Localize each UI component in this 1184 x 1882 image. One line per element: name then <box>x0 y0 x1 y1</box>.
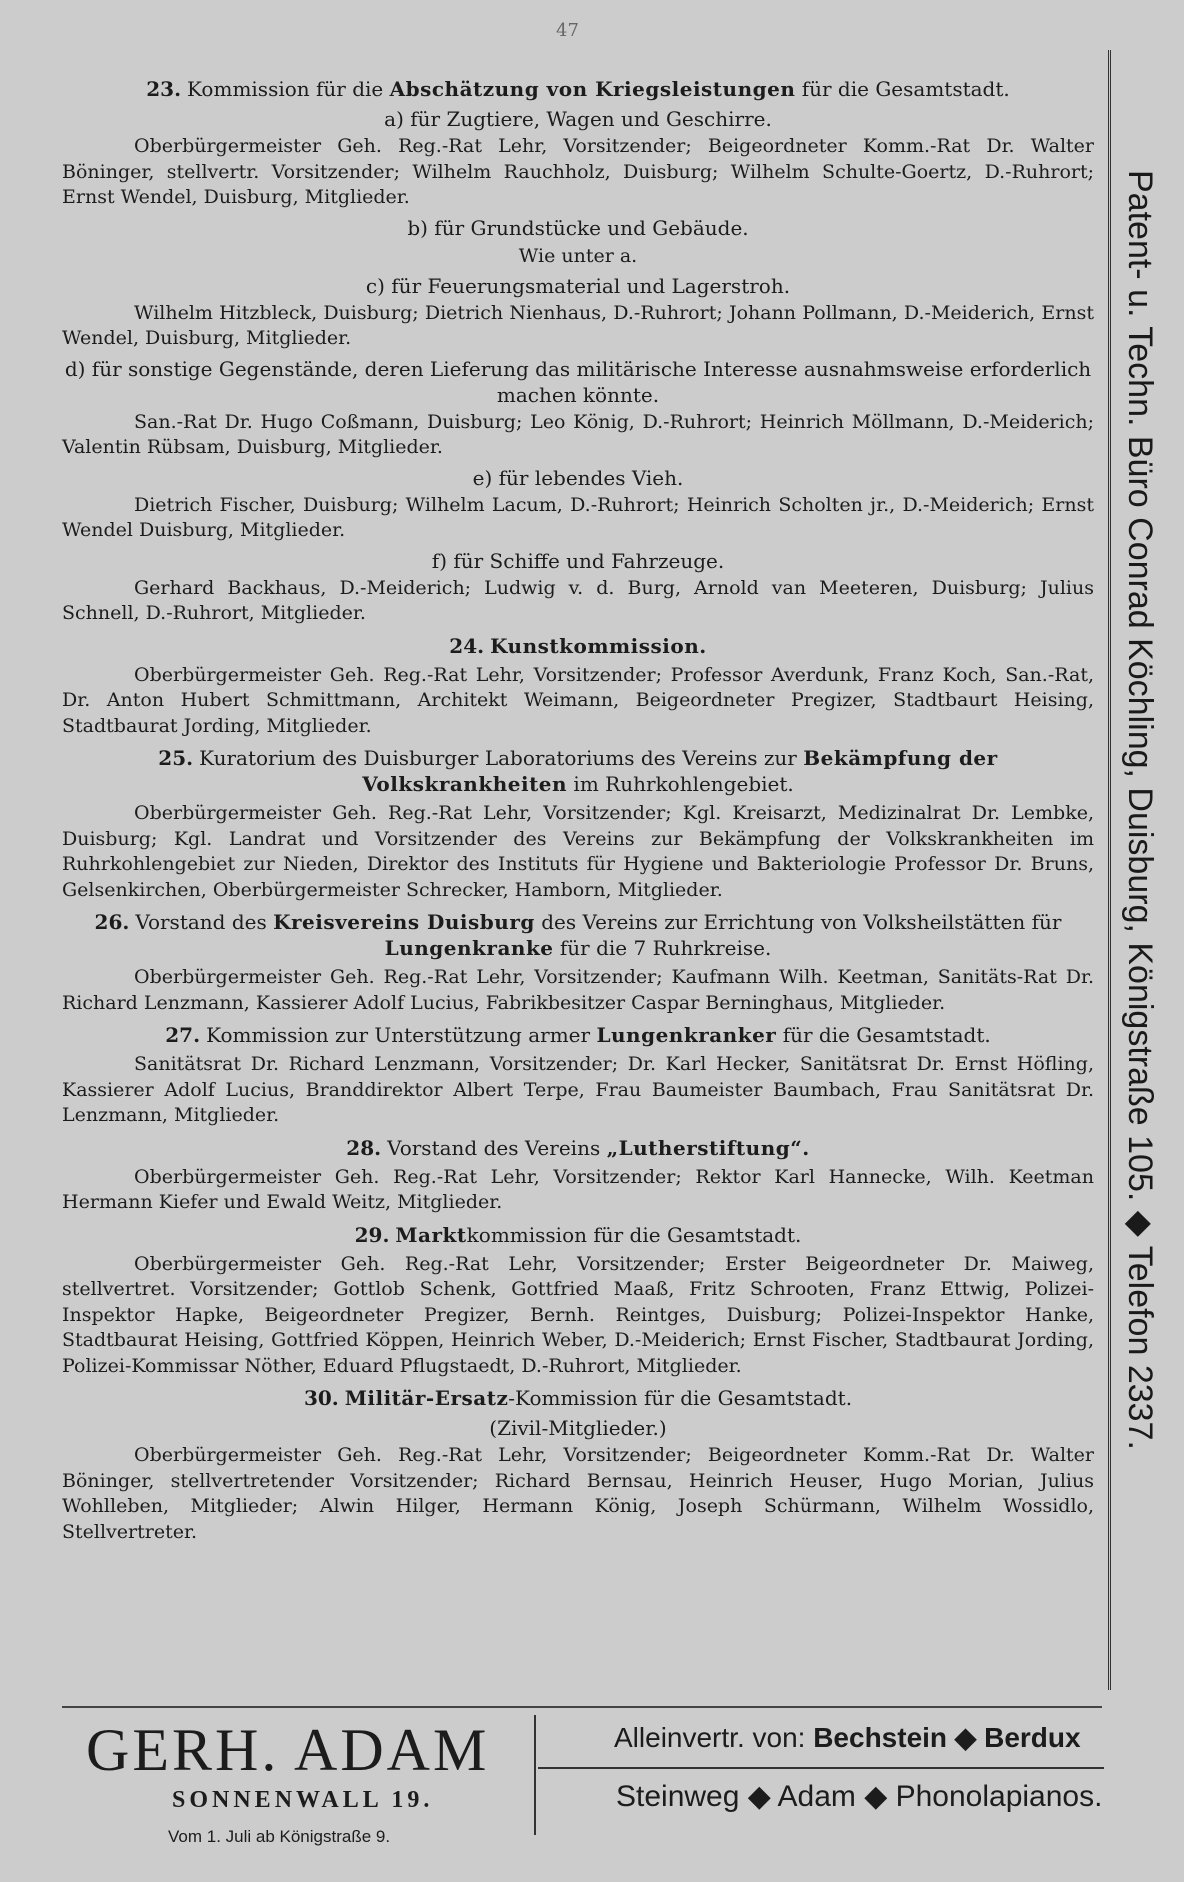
ad-divider <box>538 1767 1104 1769</box>
paragraph: Oberbürgermeister Geh. Reg.-Rat Lehr, Vorsitzender; Erster Beigeordneter Dr. Maiweg, stellvertret. Vorsitzender; Gottlob Schenk, Gottfried Maaß, Fritz Schrooten, Franz Ettwig, Polizei-Inspektor Hapke, Beigeordneter Pregizer, Bernh. Reintges, Duisburg; Polizei-Inspektor Hanke, Stadtbaurat Heising, Gottfried Köppen, Heinrich Weber, D.-Meiderich; Ernst Fischer, Stadtbaurat Jording, Polizei-Kommissar Nöther, Eduard Pflugstaedt, D.-Ruhrort, Mitglieder. <box>62 1252 1094 1377</box>
ad-line-1: Alleinvertr. von: Bechstein ◆ Berdux <box>614 1722 1081 1753</box>
paragraph: Oberbürgermeister Geh. Reg.-Rat Lehr, Vorsitzender; Kgl. Kreisarzt, Medizinalrat Dr. Lembke, Duisburg; Kgl. Landrat und Vorsitzender des Vereins zur Bekämpfung der Volkskrankheiten im Ruhrkohlengebiet zur Nieden, Direktor des Instituts für Hygiene und Bakteriologie Professor Dr. Bruns, Gelsenkirchen, Oberbürgermeister Schrecker, Hamborn, Mitglieder. <box>62 802 1094 901</box>
subheading-f: f) für Schiffe und Fahrzeuge. <box>431 548 725 573</box>
section-heading: 23. Kommission für die Abschätzung von Kriegsleistungen für die Gesamtstadt. <box>146 77 1010 101</box>
paragraph: Oberbürgermeister Geh. Reg.-Rat Lehr, Vorsitzender; Rektor Karl Hannecke, Wilh. Keetman Hermann Kiefer und Ewald Weitz, Mitglieder. <box>62 1165 1094 1213</box>
section-heading: 30. Militär-Ersatz-Kommission für die Gesamtstadt. <box>303 1386 853 1410</box>
paragraph: Gerhard Backhaus, D.-Meiderich; Ludwig v. d. Burg, Arnold van Meeteren, Duisburg; Julius Schnell, D.-Ruhrort, Mitglieder. <box>62 576 1094 624</box>
section-28 <box>62 1135 1094 1216</box>
footer-advertisement <box>72 1715 1102 1875</box>
paragraph: Oberbürgermeister Geh. Reg.-Rat Lehr, Vorsitzender; Beigeordneter Komm.-Rat Dr. Walter Böninger, stellvertretender Vorsitzender; Richard Bernsau, Heinrich Heuser, Hugo Morian, Julius Wohlleben, Mitglieder; Alwin Hilger, Hermann König, Joseph Schürmann, Wilhelm Wossidlo, Stellvertreter. <box>62 1444 1094 1543</box>
subheading: (Zivil-Mitglieder.) <box>489 1416 667 1440</box>
section-23 <box>62 76 1094 627</box>
footer-divider <box>62 1706 1102 1708</box>
paragraph: Wie unter a. <box>518 244 638 267</box>
side-advertisement: Patent- u. Techn. Büro Conrad Köchling, Duisburg, Königstraße 105. ◆ Telefon 2337. <box>1121 170 1159 1450</box>
paragraph: Wilhelm Hitzbleck, Duisburg; Dietrich Nienhaus, D.-Ruhrort; Johann Pollmann, D.-Meiderich, Ernst Wendel, Duisburg, Mitglieder. <box>62 301 1094 349</box>
section-heading: 24. Kunstkommission. <box>449 633 707 658</box>
subheading-b: b) für Grundstücke und Gebäude. <box>407 215 749 240</box>
section-heading: 26. Vorstand des Kreisvereins Duisburg des Vereins zur Errichtung von Volksheilstätten für Lungenkranke für die 7 Ruhrkreise. <box>94 910 1062 960</box>
section-heading: 29. Marktkommission für die Gesamtstadt. <box>354 1222 802 1247</box>
subheading-c: c) für Feuerungsmaterial und Lagerstroh. <box>365 273 791 298</box>
section-25 <box>62 745 1094 903</box>
section-26 <box>62 909 1094 1016</box>
subheading-e: e) für lebendes Vieh. <box>472 465 684 490</box>
section-heading: 25. Kuratorium des Duisburger Laboratoriums des Vereins zur Bekämpfung der Volkskrankheiten im Ruhrkohlengebiet. <box>158 746 998 796</box>
subheading-a: a) für Zugtiere, Wagen und Geschirre. <box>384 107 772 131</box>
subheading-d: d) für sonstige Gegenstände, deren Lieferung das militärische Interesse ausnahmsweise erforderlich machen könnte. <box>64 356 1092 407</box>
paragraph: Oberbürgermeister Geh. Reg.-Rat Lehr, Vorsitzender; Beigeordneter Komm.-Rat Dr. Walter Böninger, stellvertr. Vorsitzender; Wilhelm Rauchholz, Duisburg; Wilhelm Schulte-Goertz, D.-Ruhrort; Ernst Wendel, Duisburg, Mitglieder. <box>62 135 1094 208</box>
paragraph: San.-Rat Dr. Hugo Coßmann, Duisburg; Leo König, D.-Ruhrort; Heinrich Möllmann, D.-Meiderich; Valentin Rübsam, Duisburg, Mitglieder. <box>62 410 1094 458</box>
section-heading: 27. Kommission zur Unterstützung armer Lungenkranker für die Gesamtstadt. <box>165 1023 991 1047</box>
section-27 <box>62 1022 1094 1129</box>
paragraph: Oberbürgermeister Geh. Reg.-Rat Lehr, Vorsitzender; Professor Averdunk, Franz Koch, San.-Rat, Dr. Anton Hubert Schmittmann, Architekt Weimann, Beigeordneter Pregizer, Stadtbaurt Heising, Stadtbaurat Jording, Mitglieder. <box>62 663 1094 737</box>
section-30 <box>62 1385 1094 1545</box>
advertiser-name: GERH. ADAM <box>86 1717 490 1783</box>
relocation-note: Vom 1. Juli ab Königstraße 9. <box>168 1827 391 1846</box>
section-29 <box>62 1222 1094 1380</box>
main-text <box>62 70 1094 1551</box>
section-24 <box>62 633 1094 740</box>
paragraph: Dietrich Fischer, Duisburg; Wilhelm Lacum, D.-Ruhrort; Heinrich Scholten jr., D.-Meiderich; Ernst Wendel Duisburg, Mitglieder. <box>62 493 1094 541</box>
section-heading: 28. Vorstand des Vereins „Lutherstiftung“. <box>346 1135 810 1160</box>
paragraph: Oberbürgermeister Geh. Reg.-Rat Lehr, Vorsitzender; Kaufmann Wilh. Keetman, Sanitäts-Rat Dr. Richard Lenzmann, Kassierer Adolf Lucius, Fabrikbesitzer Caspar Berninghaus, Mitglieder. <box>62 966 1094 1014</box>
ad-box <box>534 1715 1104 1835</box>
advertiser-address: SONNENWALL 19. <box>172 1787 434 1813</box>
page-number: 47 <box>556 20 579 41</box>
paragraph: Sanitätsrat Dr. Richard Lenzmann, Vorsitzender; Dr. Karl Hecker, Sanitätsrat Dr. Ernst Höfling, Kassierer Adolf Lucius, Branddirektor Albert Terpe, Frau Baumeister Baumbach, Frau Sanitätsrat Dr. Lenzmann, Mitglieder. <box>62 1053 1094 1126</box>
ad-line-2: Steinweg ◆ Adam ◆ Phonolapianos. <box>616 1780 1103 1813</box>
